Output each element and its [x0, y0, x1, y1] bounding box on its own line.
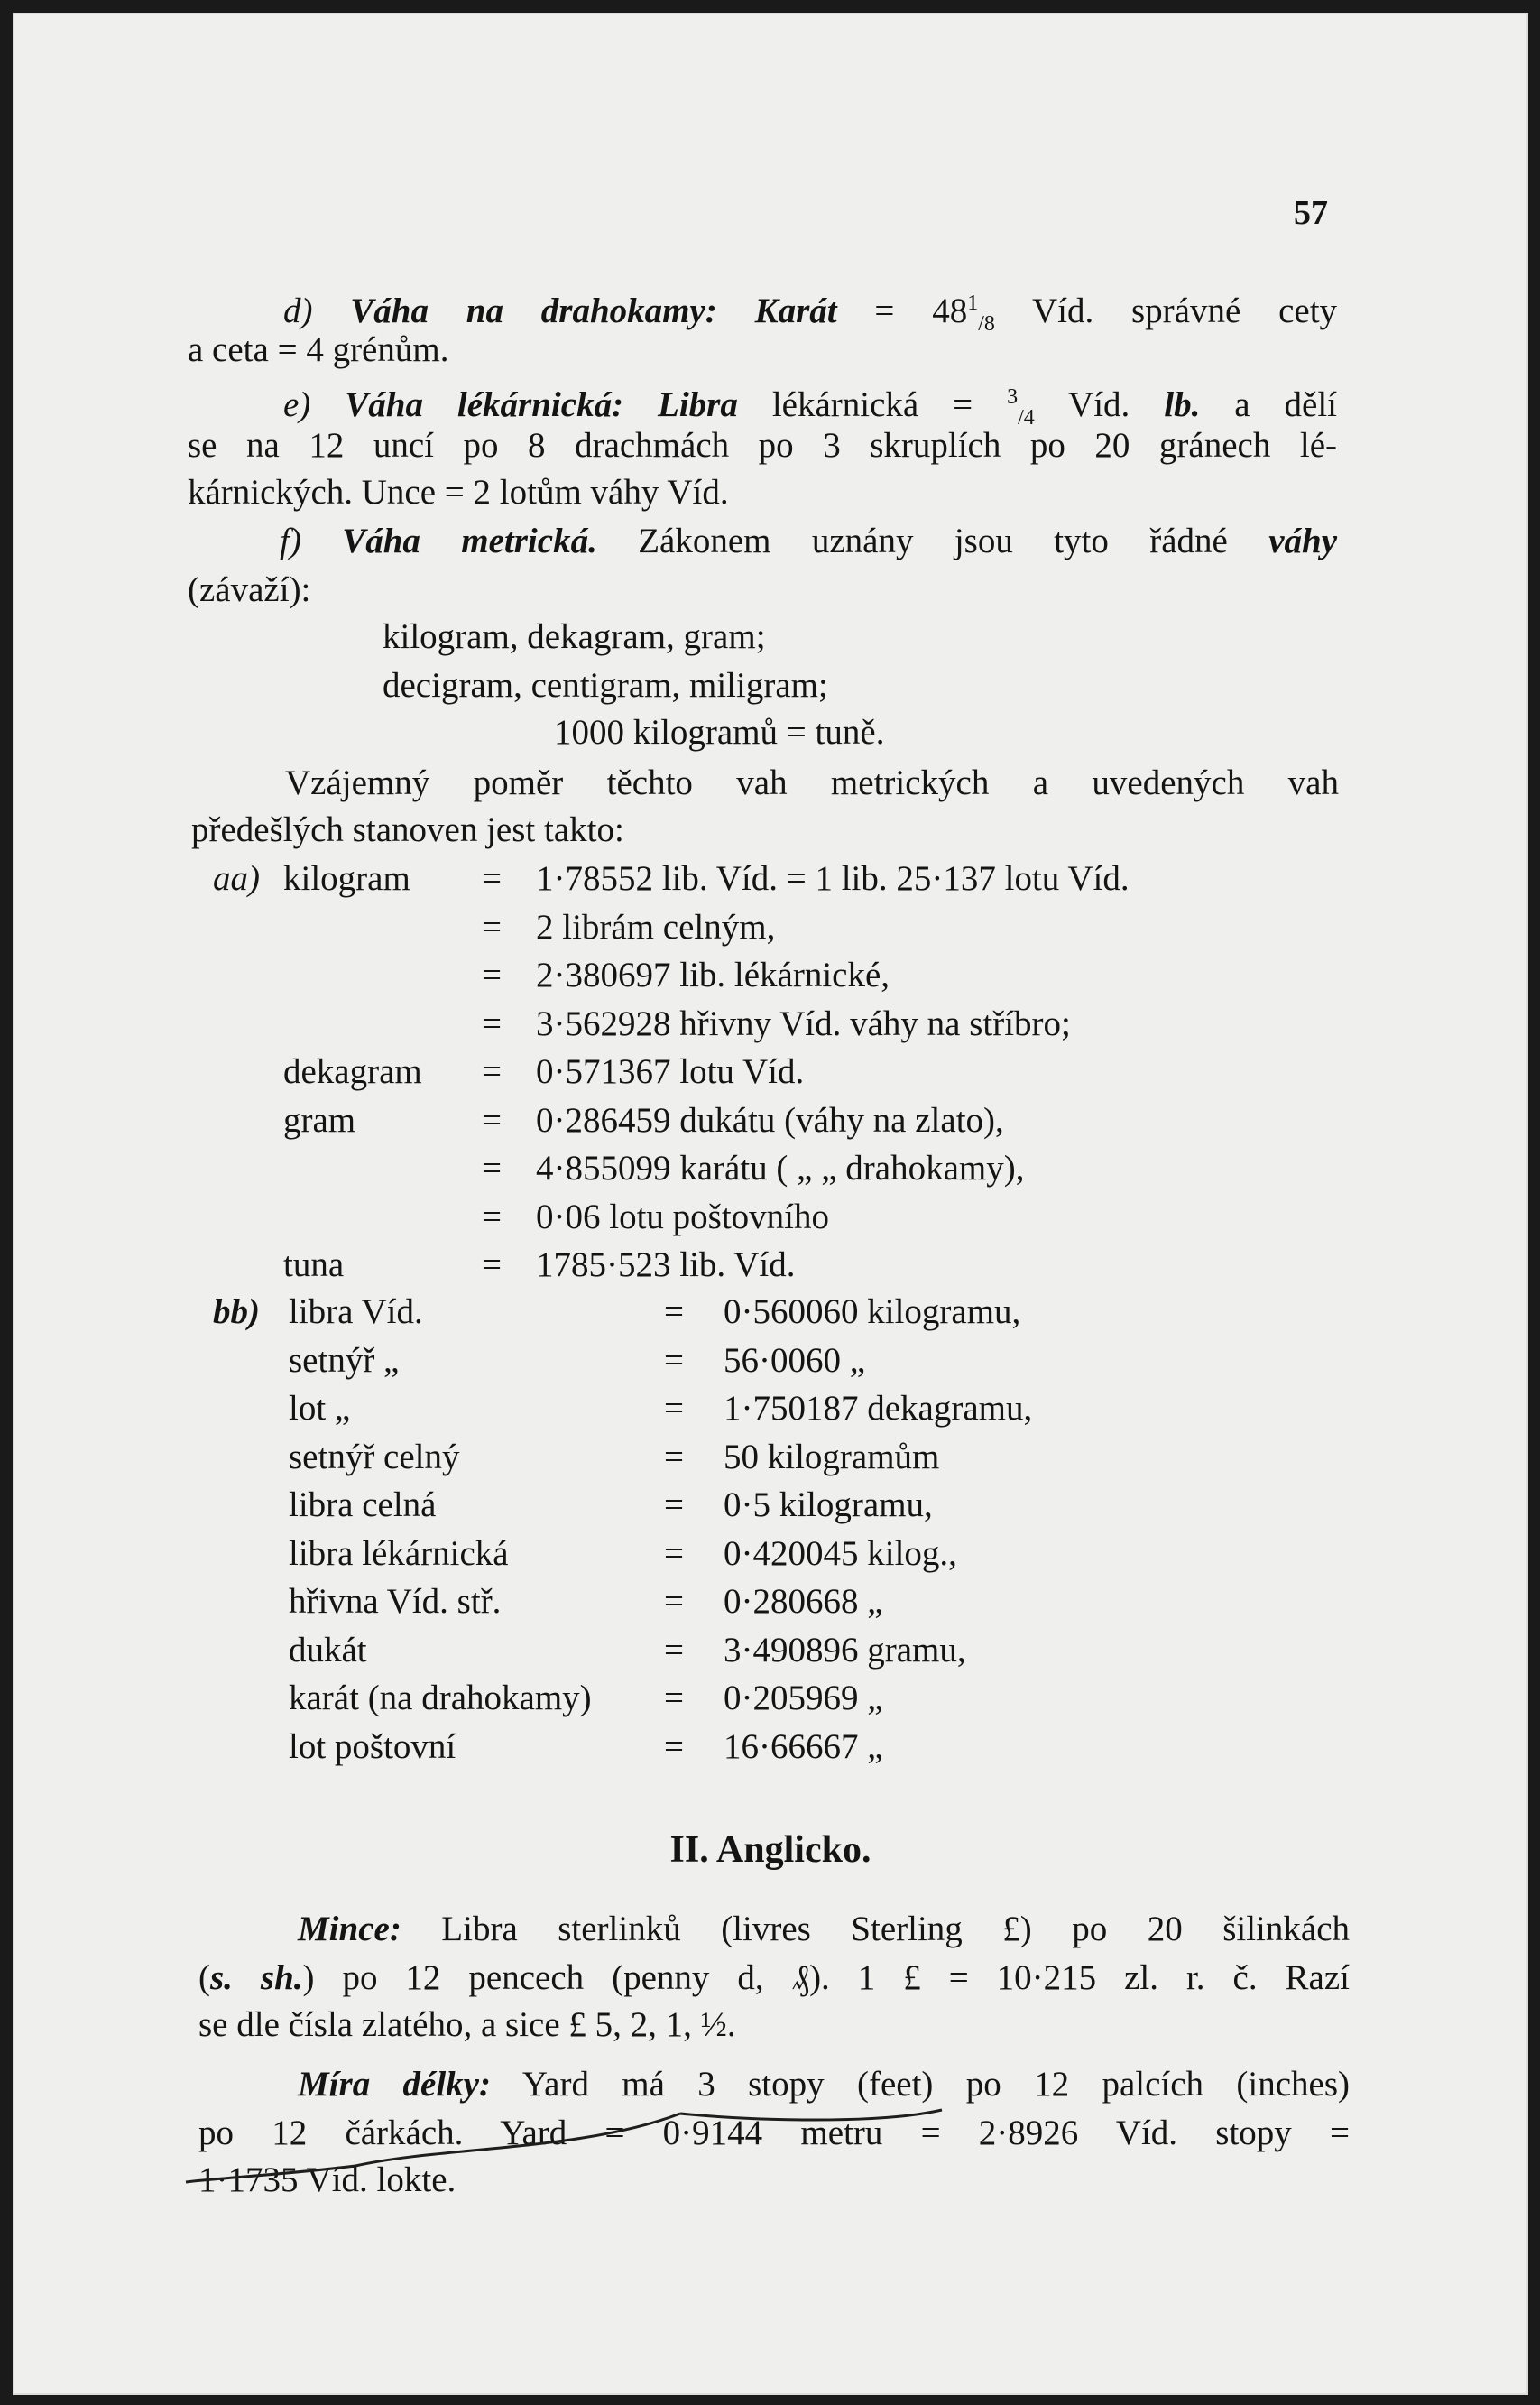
para-e-line3: kárnických. Unce = 2 lotům váhy Víd. — [188, 473, 729, 512]
aa-row-value: 4·855099 karátu ( „ „ drahokamy), — [536, 1149, 1025, 1188]
bb-row-equals: = — [664, 1389, 684, 1428]
bb-row-equals: = — [664, 1340, 684, 1380]
aa-row-equals: = — [482, 907, 502, 947]
bb-row-value: 0·280668 „ — [724, 1582, 883, 1621]
bb-row-name: setnýř „ — [289, 1340, 400, 1380]
bb-row-value: 0·420045 kilog., — [724, 1533, 957, 1573]
mira-text1: Yard má 3 stopy (feet) po 12 palcích (inches) — [521, 2065, 1350, 2104]
bb-row-equals: = — [664, 1582, 684, 1621]
aa-row-equals: = — [482, 1245, 502, 1284]
para-d-eq: = 48 — [874, 291, 968, 330]
bb-row-name: lot poštovní — [289, 1726, 456, 1766]
aa-row-value: 2 librám celným, — [536, 907, 776, 947]
para-f-label: f) — [280, 522, 301, 560]
para-e-eq: lékárnická = — [771, 385, 1008, 424]
mince-abbr: s. sh. — [210, 1958, 303, 1997]
bb-row-name: setnýř celný — [289, 1437, 460, 1476]
units-line1: kilogram, dekagram, gram; — [383, 617, 766, 656]
para-d-title: Váha na drahokamy: — [350, 291, 717, 330]
mira-line2: po 12 čárkách. Yard = 0·9144 metru = 2·8926 Víd. stopy = — [198, 2114, 1350, 2152]
para-e-rest-b: a dělí — [1234, 385, 1338, 424]
bb-row-name: lot „ — [289, 1389, 351, 1428]
bb-row-value: 0·205969 „ — [724, 1679, 883, 1717]
table-aa-label: aa) — [213, 859, 260, 898]
bb-row-value: 3·490896 gramu, — [724, 1630, 966, 1670]
mince-line1 — [298, 1908, 1350, 1951]
bb-row-name: libra Víd. — [289, 1292, 423, 1331]
mince-line2 — [198, 1956, 1350, 2000]
page-number: 57 — [1294, 194, 1328, 232]
section-heading: II. Anglicko. — [669, 1829, 871, 1871]
units-line2: decigram, centigram, miligram; — [383, 666, 828, 705]
para-d-rest: Víd. správné cety — [1031, 291, 1338, 330]
aa-row-name: tuna — [283, 1245, 345, 1284]
para-f-line2: (závaží): — [188, 570, 311, 609]
bb-row-equals: = — [664, 1485, 684, 1524]
aa-row-value: 3·562928 hřivny Víd. váhy na stříbro; — [536, 1004, 1071, 1043]
aa-row-equals: = — [482, 859, 502, 898]
aa-row-value: 0·286459 dukátu (váhy na zlato), — [536, 1100, 1004, 1140]
book-page — [13, 13, 1528, 2395]
aa-row-value: 0·06 lotu poštovního — [536, 1197, 830, 1236]
para-f-line1 — [280, 520, 1337, 563]
para-e-label: e) — [283, 385, 311, 424]
para-e-term: Libra — [658, 385, 738, 424]
para-e-title: Váha lékárnická: — [345, 385, 624, 424]
table-bb-label: bb) — [213, 1292, 260, 1331]
aa-row-equals: = — [482, 1052, 502, 1091]
ratio-line2: předešlých stanoven jest takto: — [191, 810, 624, 849]
mince-text1: Libra sterlinků (livres Sterling £) po 20 šilinkách — [441, 1910, 1351, 1948]
para-d-frac-sub: /8 — [978, 311, 995, 336]
units-line3: 1000 kilogramů = tuně. — [554, 713, 885, 752]
aa-row-equals: = — [482, 956, 502, 994]
aa-row-equals: = — [482, 1149, 502, 1188]
para-e-frac-sub: /4 — [1018, 405, 1035, 430]
bb-row-equals: = — [664, 1679, 684, 1717]
bb-row-name: hřivna Víd. stř. — [289, 1582, 502, 1621]
para-e-rest: Víd. — [1068, 385, 1130, 424]
para-f-title: Váha metrická. — [342, 522, 597, 560]
para-f-rest: Zákonem uznány jsou tyto řádné — [638, 522, 1228, 560]
ratio-line1: Vzájemný poměr těchto vah metrických a uvedených vah — [285, 763, 1339, 802]
bb-row-value: 50 kilogramům — [724, 1437, 940, 1476]
bb-row-name: dukát — [289, 1630, 367, 1670]
bb-row-equals: = — [664, 1630, 684, 1670]
bb-row-equals: = — [664, 1292, 684, 1331]
para-f-rest-b: váhy — [1268, 522, 1338, 560]
bb-row-value: 0·560060 kilogramu, — [724, 1292, 1021, 1331]
bb-row-value: 56·0060 „ — [724, 1340, 866, 1380]
mince-title: Mince: — [298, 1910, 401, 1948]
bb-row-value: 16·66667 „ — [724, 1726, 883, 1766]
aa-row-name: dekagram — [283, 1052, 422, 1091]
mira-line3: 1·1735 Víd. lokte. — [198, 2160, 456, 2199]
aa-row-equals: = — [482, 1100, 502, 1140]
aa-row-equals: = — [482, 1197, 502, 1236]
aa-row-value: 0·571367 lotu Víd. — [536, 1052, 805, 1091]
para-d-term: Karát — [754, 291, 837, 330]
bb-row-name: libra lékárnická — [289, 1533, 509, 1573]
para-d-label: d) — [283, 291, 313, 330]
bb-row-equals: = — [664, 1437, 684, 1476]
aa-row-value: 1785·523 lib. Víd. — [536, 1245, 796, 1284]
mira-title: Míra délky: — [298, 2065, 491, 2104]
mince-line3: se dle čísla zlatého, a sice £ 5, 2, 1, ½. — [198, 2005, 736, 2044]
para-d-line2: a ceta = 4 grénům. — [188, 330, 449, 369]
bb-row-equals: = — [664, 1726, 684, 1766]
bb-row-name: karát (na drahokamy) — [289, 1679, 592, 1717]
bb-row-equals: = — [664, 1533, 684, 1573]
mince-paren: ( — [198, 1958, 210, 1997]
para-d-frac-sup: 1 — [967, 291, 979, 315]
pen-underline — [175, 2088, 1023, 2188]
aa-row-value: 1·78552 lib. Víd. = 1 lib. 25·137 lotu Víd. — [536, 859, 1130, 898]
para-e-frac-sup: 3 — [1007, 385, 1019, 409]
bb-row-value: 1·750187 dekagramu, — [724, 1389, 1033, 1428]
aa-row-name: kilogram — [283, 859, 410, 898]
bb-row-value: 0·5 kilogramu, — [724, 1485, 933, 1524]
aa-row-equals: = — [482, 1004, 502, 1043]
mince-text2: ) po 12 pencech (penny d, ₰). 1 £ = 10·215 zl. r. č. Razí — [302, 1958, 1350, 1997]
para-e-line2: se na 12 uncí po 8 drachmách po 3 skruplích po 20 gránech lé- — [188, 426, 1337, 465]
bb-row-name: libra celná — [289, 1485, 437, 1524]
aa-row-name: gram — [283, 1100, 356, 1140]
aa-row-value: 2·380697 lib. lékárnické, — [536, 956, 890, 994]
para-e-abbr: lb. — [1164, 385, 1201, 424]
